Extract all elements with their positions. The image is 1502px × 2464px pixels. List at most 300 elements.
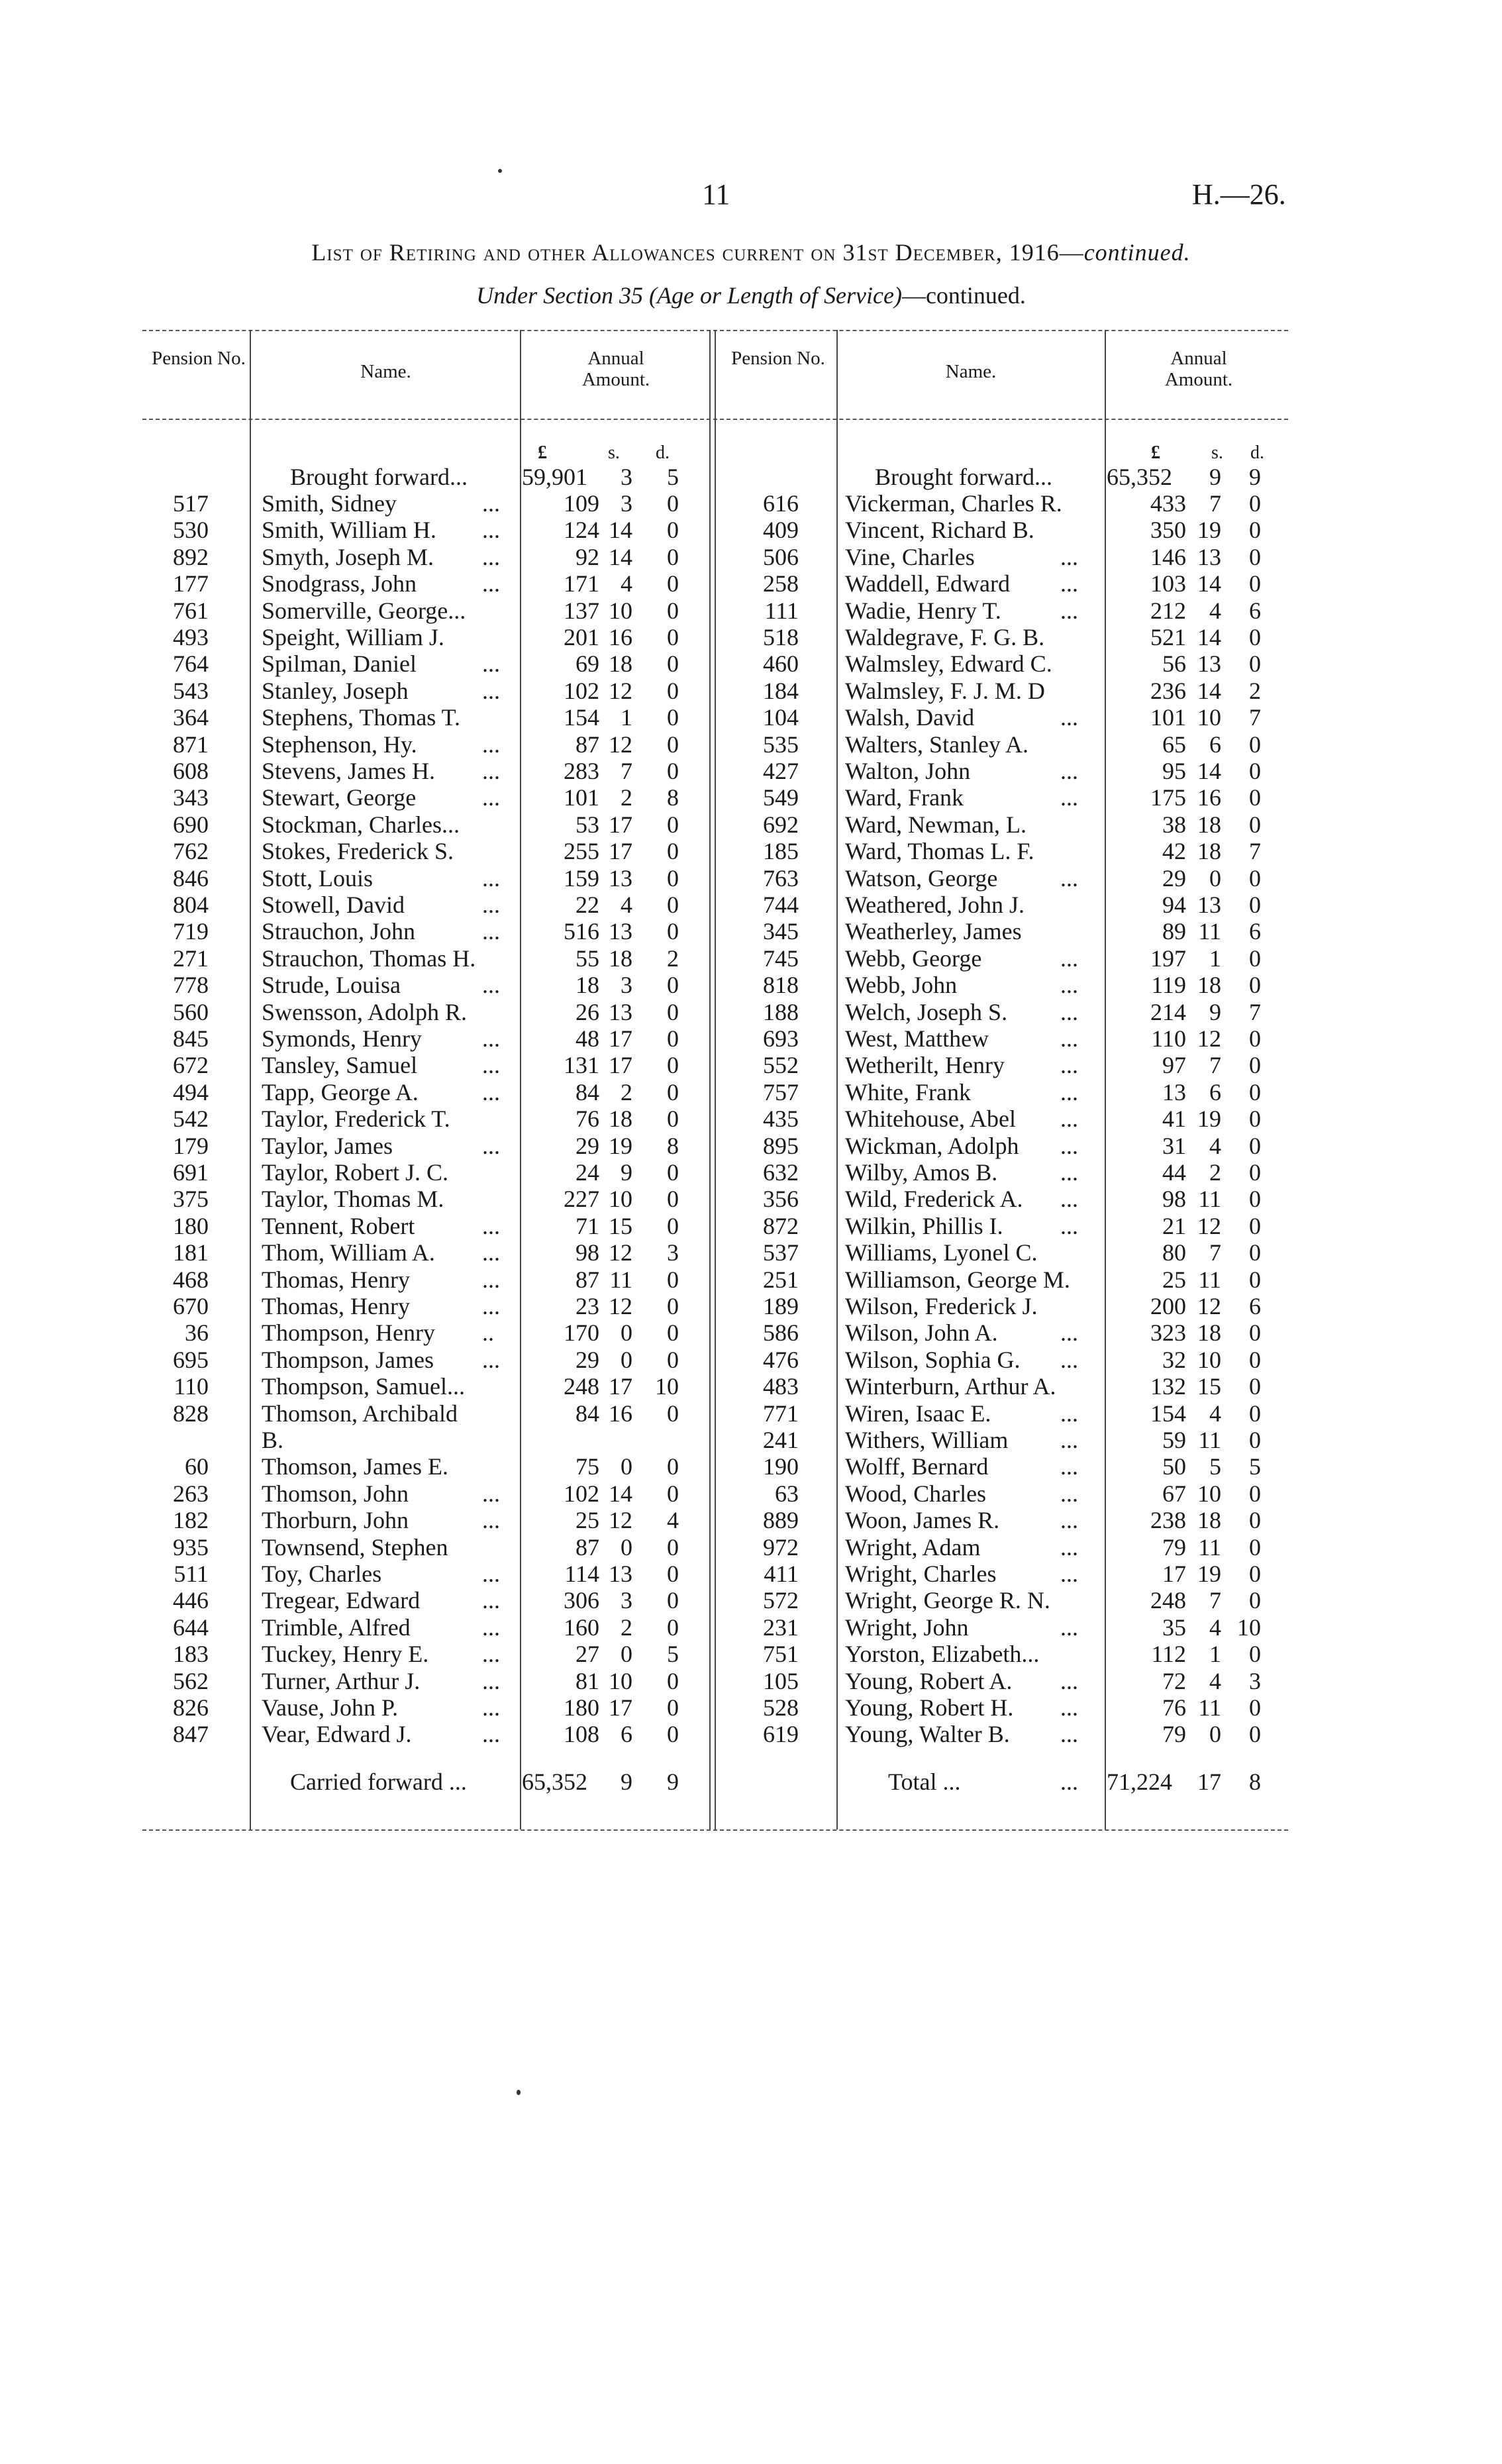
title-continued: continued.: [1083, 239, 1191, 266]
pensioner-name: Yorston, Elizabeth...: [845, 1641, 1040, 1668]
page-number: 11: [702, 178, 730, 211]
amount-pence: 0: [667, 1480, 679, 1507]
amount-shillings: 10: [1197, 1346, 1221, 1373]
leader-dots: ...: [1060, 1346, 1078, 1373]
amount-pounds: 98: [1162, 1186, 1186, 1213]
amount-shillings: 10: [609, 1667, 632, 1694]
leader-dots: ...: [482, 784, 500, 811]
amount-shillings: 4: [1209, 1614, 1221, 1641]
amount-pence: 0: [667, 1400, 679, 1427]
amount-pounds: 23: [576, 1293, 599, 1319]
amount-pence: 0: [667, 1319, 679, 1347]
brought-forward-label: Brought forward...: [290, 464, 468, 490]
amount-pounds: 67: [1162, 1480, 1186, 1507]
table-row: [0, 1561, 709, 1587]
table-row: [0, 1507, 709, 1533]
amount-shillings: 0: [621, 1319, 632, 1347]
amount-pence: 8: [667, 1132, 679, 1159]
amount-shillings: 11: [1198, 1427, 1221, 1453]
pension-no: 762: [173, 838, 209, 865]
pensioner-name: Strauchon, John: [262, 918, 415, 945]
pensioner-name: Wright, George R. N.: [845, 1587, 1050, 1614]
table-row: [713, 1641, 1502, 1667]
amount-shillings: 19: [1197, 1105, 1221, 1133]
leader-dots: ...: [482, 517, 500, 544]
amount-pounds: 197: [1150, 945, 1186, 972]
amount-pounds: 283: [564, 758, 599, 784]
brought-forward-label: Brought forward...: [875, 464, 1052, 490]
leader-dots: ...: [482, 570, 500, 597]
amount-shillings: 13: [609, 918, 632, 945]
pensioner-name: Ward, Frank: [845, 784, 964, 811]
amount-pence: 0: [1249, 1561, 1261, 1587]
pensioner-name: Williams, Lyonel C.: [845, 1239, 1038, 1266]
amount-pence: 10: [1237, 1614, 1261, 1641]
amount-pence: 0: [667, 1721, 679, 1748]
table-row: [0, 838, 709, 864]
amount-shillings: 6: [1209, 731, 1221, 758]
amount-pence: 0: [667, 838, 679, 865]
amount-pounds: 65,352: [1107, 464, 1172, 490]
amount-pence: 0: [667, 490, 679, 517]
amount-pounds: 103: [1150, 570, 1186, 597]
pensioner-name: Young, Walter B.: [845, 1721, 1010, 1748]
pensioner-name: Stockman, Charles...: [262, 811, 460, 838]
amount-pounds: 69: [576, 650, 599, 678]
table-row: [713, 1133, 1502, 1159]
amount-pounds: 110: [1151, 1025, 1186, 1052]
amount-pence: 0: [1249, 1373, 1261, 1400]
table-row: [0, 1373, 709, 1400]
amount-pence: 0: [1249, 1212, 1261, 1239]
amount-shillings: 12: [609, 1239, 632, 1266]
amount-pounds: 24: [576, 1159, 599, 1186]
pensioner-name: Taylor, James: [262, 1132, 393, 1159]
stray-mark-top: [498, 169, 502, 173]
pensioner-name: Taylor, Thomas M.: [262, 1186, 444, 1213]
amount-pounds: 65,352: [522, 1769, 587, 1795]
leader-dots: ...: [1060, 1453, 1078, 1480]
amount-pence: 5: [667, 1641, 679, 1668]
amount-pence: 0: [1249, 490, 1261, 517]
pensioner-name: Stevens, James H.: [262, 758, 435, 784]
header-name-right: Name.: [945, 361, 997, 382]
pension-no: 111: [764, 597, 799, 624]
amount-pence: 0: [667, 517, 679, 544]
amount-shillings: 4: [1209, 1667, 1221, 1694]
table-row: [713, 1587, 1502, 1614]
pensioner-name: Wadie, Henry T.: [845, 597, 1001, 624]
leader-dots: ...: [482, 972, 500, 999]
amount-pounds: 159: [564, 864, 599, 892]
amount-pence: 0: [1249, 624, 1261, 650]
amount-pounds: 516: [564, 918, 599, 945]
amount-pence: 6: [1249, 597, 1261, 624]
pensioner-name: Smyth, Joseph M.: [262, 543, 434, 570]
amount-pence: 0: [667, 731, 679, 758]
pensioner-name: Weathered, John J.: [845, 892, 1025, 918]
pension-no: 845: [173, 1025, 209, 1052]
pensioner-name: Thomson, Archibald: [262, 1400, 458, 1427]
pensioner-name: Thomson, James E.: [262, 1453, 448, 1480]
amount-pounds: 212: [1150, 597, 1186, 624]
shilling-label-right: s.: [1211, 442, 1223, 463]
table-row: [0, 1052, 709, 1078]
pension-no: 828: [173, 1400, 209, 1427]
header-amount-left: Annual Amount.: [581, 348, 650, 390]
amount-pounds: 306: [564, 1587, 599, 1614]
amount-pence: 0: [667, 864, 679, 892]
table-row: [0, 999, 709, 1025]
amount-shillings: 18: [1197, 811, 1221, 838]
leader-dots: ...: [482, 1587, 500, 1614]
pensioner-name: Strauchon, Thomas H.: [262, 945, 476, 972]
pension-no: 231: [763, 1614, 799, 1641]
amount-shillings: 17: [1197, 1769, 1221, 1795]
leader-dots: ...: [482, 1078, 500, 1105]
amount-pence: 0: [1249, 1052, 1261, 1079]
amount-shillings: 17: [609, 1373, 632, 1400]
amount-pence: 0: [1249, 517, 1261, 544]
amount-shillings: 12: [609, 731, 632, 758]
pensioner-name: Woon, James R.: [845, 1507, 1000, 1534]
amount-pounds: 29: [1162, 864, 1186, 892]
amount-pounds: 89: [1162, 918, 1186, 945]
pensioner-name: Winterburn, Arthur A.: [845, 1373, 1056, 1400]
leader-dots: ...: [1060, 758, 1078, 784]
pension-no: 263: [173, 1480, 209, 1507]
amount-pounds: 17: [1162, 1561, 1186, 1587]
pension-no: 528: [763, 1694, 799, 1721]
amount-pence: 0: [1249, 731, 1261, 758]
pension-no: 517: [173, 490, 209, 517]
table-row: [0, 731, 709, 758]
pensioner-name: Walmsley, Edward C.: [845, 650, 1052, 678]
table-row: [713, 1453, 1502, 1480]
table-row: [713, 490, 1502, 517]
pension-no: 871: [173, 731, 209, 758]
amount-pence: 3: [1249, 1667, 1261, 1694]
table-row: [713, 999, 1502, 1025]
amount-pence: 0: [667, 811, 679, 838]
amount-shillings: 9: [1209, 464, 1221, 490]
leader-dots: ...: [1060, 704, 1078, 731]
pension-no: 562: [173, 1667, 209, 1694]
table-row: [0, 1293, 709, 1319]
amount-pence: 0: [1249, 1533, 1261, 1561]
leader-dots: ...: [482, 1052, 500, 1079]
table-row: [713, 1293, 1502, 1319]
table-row: [0, 918, 709, 945]
pension-no: 468: [173, 1266, 209, 1293]
table-row: [713, 1025, 1502, 1052]
amount-shillings: 10: [1197, 704, 1221, 731]
amount-pounds: 154: [1150, 1400, 1186, 1427]
amount-pounds: 180: [564, 1694, 599, 1721]
amount-shillings: 11: [1198, 1694, 1221, 1721]
leader-dots: ...: [482, 1025, 500, 1052]
amount-shillings: 10: [609, 1186, 632, 1213]
pension-no: 632: [763, 1159, 799, 1186]
amount-pence: 7: [1249, 998, 1261, 1025]
amount-pence: 0: [1249, 892, 1261, 918]
table-row: [713, 1213, 1502, 1239]
amount-pence: 4: [667, 1507, 679, 1534]
table-row: [0, 1213, 709, 1239]
amount-pounds: 55: [576, 945, 599, 972]
pension-no: 690: [173, 811, 209, 838]
amount-shillings: 4: [1209, 597, 1221, 624]
leader-dots: ...: [482, 1641, 500, 1668]
amount-pounds: 112: [1151, 1641, 1186, 1668]
pensioner-name: Whitehouse, Abel: [845, 1105, 1016, 1133]
amount-pence: 0: [667, 597, 679, 624]
pensioner-name: Wilson, Sophia G.: [845, 1346, 1021, 1373]
amount-pounds: 146: [1150, 543, 1186, 570]
amount-pounds: 201: [564, 624, 599, 650]
amount-shillings: 11: [609, 1266, 632, 1293]
table-row: [0, 1534, 709, 1561]
pension-no: 644: [173, 1614, 209, 1641]
amount-pounds: 59: [1162, 1427, 1186, 1453]
pensioner-name: Wilson, John A.: [845, 1319, 998, 1347]
amount-pounds: 114: [564, 1561, 599, 1587]
pound-label-left: £: [538, 442, 547, 463]
pensioner-name: Toy, Charles: [262, 1561, 382, 1587]
amount-shillings: 19: [609, 1132, 632, 1159]
amount-pounds: 79: [1162, 1721, 1186, 1748]
pension-no: 761: [173, 597, 209, 624]
pension-no: 744: [763, 892, 799, 918]
pension-no: 258: [763, 570, 799, 597]
amount-shillings: 4: [1209, 1132, 1221, 1159]
leader-dots: ...: [1060, 1132, 1078, 1159]
pence-label-left: d.: [656, 442, 670, 463]
amount-pence: 0: [1249, 650, 1261, 678]
table-row: [0, 1025, 709, 1052]
amount-pence: 0: [667, 1614, 679, 1641]
leader-dots: ...: [1060, 1025, 1078, 1052]
amount-shillings: 11: [1198, 1266, 1221, 1293]
amount-pounds: 35: [1162, 1614, 1186, 1641]
table-row: [713, 624, 1502, 650]
leader-dots: ...: [482, 677, 500, 704]
pensioner-name: Stowell, David: [262, 892, 405, 918]
table-row: [0, 1427, 709, 1453]
amount-shillings: 2: [1209, 1159, 1221, 1186]
amount-shillings: 4: [621, 892, 632, 918]
brought-forward-row-right: [713, 464, 1502, 490]
amount-pounds: 13: [1162, 1078, 1186, 1105]
amount-shillings: 1: [1209, 945, 1221, 972]
amount-pounds: 71,224: [1107, 1769, 1172, 1795]
amount-pence: 0: [1249, 570, 1261, 597]
leader-dots: ...: [1060, 784, 1078, 811]
amount-shillings: 18: [1197, 838, 1221, 865]
total-leader-dots: ...: [1060, 1769, 1078, 1795]
amount-pounds: 42: [1162, 838, 1186, 865]
leader-dots: ...: [482, 650, 500, 678]
amount-shillings: 13: [609, 1561, 632, 1587]
table-row: [0, 1480, 709, 1507]
pensioner-name: White, Frank: [845, 1078, 971, 1105]
table-row: [713, 650, 1502, 677]
pensioner-name: Withers, William: [845, 1427, 1009, 1453]
pension-no: 343: [173, 784, 209, 811]
amount-shillings: 2: [621, 784, 632, 811]
table-row: [0, 972, 709, 998]
pensioner-name: Tuckey, Henry E.: [262, 1641, 429, 1668]
carried-forward-row: [0, 1769, 709, 1795]
pound-label-right: £: [1151, 442, 1160, 463]
amount-pence: 2: [667, 945, 679, 972]
pensioner-name: Stokes, Frederick S.: [262, 838, 454, 865]
amount-shillings: 0: [621, 1641, 632, 1668]
amount-shillings: 1: [621, 704, 632, 731]
pensioner-name: Stewart, George: [262, 784, 417, 811]
pensioner-name: Wilby, Amos B.: [845, 1159, 998, 1186]
pensioner-name: Wickman, Adolph: [845, 1132, 1019, 1159]
table-row: [0, 1159, 709, 1186]
amount-pounds: 75: [576, 1453, 599, 1480]
pension-no: 693: [763, 1025, 799, 1052]
amount-shillings: 14: [1197, 758, 1221, 784]
amount-pence: 0: [667, 1533, 679, 1561]
pension-no: 826: [173, 1694, 209, 1721]
table-row: [0, 570, 709, 597]
amount-shillings: 4: [621, 570, 632, 597]
amount-shillings: 19: [1197, 517, 1221, 544]
table-row: [0, 1694, 709, 1721]
pensioner-name: Waldegrave, F. G. B.: [845, 624, 1045, 650]
table-row: [713, 892, 1502, 918]
table-row: [0, 865, 709, 892]
leader-dots: ...: [1060, 570, 1078, 597]
pensioner-name: West, Matthew: [845, 1025, 989, 1052]
amount-pounds: 101: [1150, 704, 1186, 731]
pension-no: 719: [173, 918, 209, 945]
pensioner-name: Thomas, Henry: [262, 1293, 410, 1319]
amount-pounds: 154: [564, 704, 599, 731]
table-row: [0, 1105, 709, 1132]
leader-dots: ...: [1060, 1427, 1078, 1453]
pensioner-name: Tennent, Robert: [262, 1212, 415, 1239]
pension-no: 560: [173, 998, 209, 1025]
pension-no: 345: [763, 918, 799, 945]
amount-pence: 0: [667, 1293, 679, 1319]
pensioner-name: Watson, George: [845, 864, 998, 892]
pensioner-name: Wright, Charles: [845, 1561, 997, 1587]
amount-shillings: 17: [609, 1025, 632, 1052]
amount-pounds: 29: [576, 1132, 599, 1159]
pension-no: 757: [763, 1078, 799, 1105]
amount-shillings: 18: [1197, 1507, 1221, 1534]
amount-shillings: 13: [1197, 892, 1221, 918]
amount-shillings: 0: [1209, 1721, 1221, 1748]
amount-pence: 0: [1249, 758, 1261, 784]
pension-no: 537: [763, 1239, 799, 1266]
amount-shillings: 10: [609, 597, 632, 624]
leader-dots: ...: [1060, 543, 1078, 570]
pension-no: 493: [173, 624, 209, 650]
pensioner-name: Smith, William H.: [262, 517, 436, 544]
amount-shillings: 12: [1197, 1212, 1221, 1239]
amount-shillings: 2: [621, 1078, 632, 1105]
table-row: [713, 1239, 1502, 1266]
pension-no: 181: [173, 1239, 209, 1266]
pensioner-name: Wilson, Frederick J.: [845, 1293, 1038, 1319]
pensioner-name: Wetherilt, Henry: [845, 1052, 1005, 1079]
table-row: [713, 1373, 1502, 1400]
amount-pence: 0: [667, 1346, 679, 1373]
pension-no: 608: [173, 758, 209, 784]
pensioner-name: Wright, Adam: [845, 1533, 981, 1561]
amount-pounds: 84: [576, 1400, 599, 1427]
amount-shillings: 14: [1197, 570, 1221, 597]
amount-shillings: 12: [1197, 1293, 1221, 1319]
table-row: [0, 892, 709, 918]
leader-dots: ...: [482, 1239, 500, 1266]
table-row: [713, 1159, 1502, 1186]
pensioner-name: Thom, William A.: [262, 1239, 435, 1266]
amount-shillings: 11: [1198, 1186, 1221, 1213]
amount-pounds: 433: [1150, 490, 1186, 517]
amount-shillings: 0: [621, 1346, 632, 1373]
amount-shillings: 12: [609, 1293, 632, 1319]
pension-no: 530: [173, 517, 209, 544]
pension-no: 177: [173, 570, 209, 597]
table-row: [0, 704, 709, 731]
table-row: [713, 570, 1502, 597]
amount-pence: 0: [667, 1052, 679, 1079]
amount-pence: 0: [667, 1266, 679, 1293]
pensioner-name: Waddell, Edward: [845, 570, 1011, 597]
amount-pounds: 29: [576, 1346, 599, 1373]
pension-no: 185: [763, 838, 799, 865]
amount-pence: 0: [1249, 1159, 1261, 1186]
page-title: [0, 238, 1502, 266]
pension-no: 446: [173, 1587, 209, 1614]
pension-no: 619: [763, 1721, 799, 1748]
amount-pence: 5: [1249, 1453, 1261, 1480]
table-row: [0, 1587, 709, 1614]
pensioner-name: Taylor, Robert J. C.: [262, 1159, 449, 1186]
header-name-left: Name.: [360, 361, 411, 382]
pensioner-name: Young, Robert A.: [845, 1667, 1013, 1694]
pension-no: 271: [173, 945, 209, 972]
amount-pence: 0: [667, 543, 679, 570]
table-row: [713, 1105, 1502, 1132]
leader-dots: ...: [1060, 1105, 1078, 1133]
amount-pounds: 80: [1162, 1239, 1186, 1266]
table-row: [0, 650, 709, 677]
amount-pence: 0: [1249, 1480, 1261, 1507]
title-year: , 1916—: [995, 239, 1084, 266]
pensioner-name: Symonds, Henry: [262, 1025, 422, 1052]
amount-shillings: 9: [1209, 998, 1221, 1025]
amount-pence: 0: [1249, 864, 1261, 892]
table-row: [713, 1668, 1502, 1694]
pension-no: 518: [763, 624, 799, 650]
amount-pounds: 25: [1162, 1266, 1186, 1293]
table-row: [713, 1266, 1502, 1293]
pension-no: 104: [763, 704, 799, 731]
amount-pounds: 227: [564, 1186, 599, 1213]
amount-pounds: 87: [576, 1266, 599, 1293]
table-row: [713, 865, 1502, 892]
leader-dots: ...: [482, 543, 500, 570]
pension-no: 364: [173, 704, 209, 731]
